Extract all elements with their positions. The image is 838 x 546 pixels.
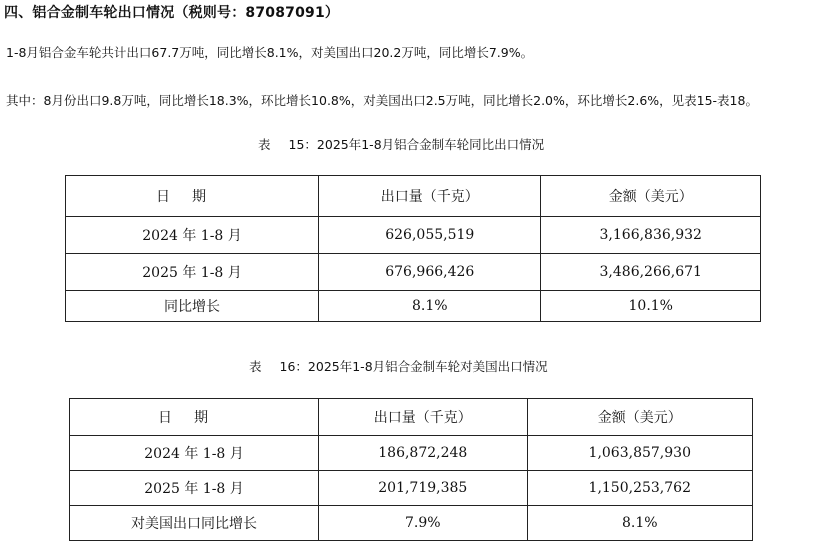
table-header-row bbox=[66, 176, 761, 217]
table-16 bbox=[69, 398, 753, 541]
amount-cell: 1,063,857,930 bbox=[527, 436, 752, 471]
row-label: 2024 年 1-8 月 bbox=[70, 436, 319, 471]
amount-cell: 8.1% bbox=[527, 506, 752, 541]
table-row bbox=[66, 217, 761, 254]
table-row bbox=[70, 436, 753, 471]
detail-paragraph: 其中：8月份出口9.8万吨，同比增长18.3%，环比增长10.8%，对美国出口2.5万吨，同比增长2.0%，环比增长2.6%，见表15-表18。 bbox=[6, 93, 758, 108]
table-15-caption bbox=[258, 135, 544, 153]
table-16-caption-label: 表 bbox=[249, 359, 262, 374]
amount-cell: 1,150,253,762 bbox=[527, 471, 752, 506]
volume-cell: 186,872,248 bbox=[319, 436, 527, 471]
amount-cell: 3,166,836,932 bbox=[541, 217, 761, 254]
header-volume: 出口量（千克） bbox=[319, 399, 527, 436]
table-row bbox=[70, 471, 753, 506]
summary-paragraph: 1-8月铝合金车轮共计出口67.7万吨，同比增长8.1%，对美国出口20.2万吨，同比增长7.9%。 bbox=[6, 45, 534, 60]
volume-cell: 201,719,385 bbox=[319, 471, 527, 506]
volume-cell: 7.9% bbox=[319, 506, 527, 541]
amount-cell: 3,486,266,671 bbox=[541, 254, 761, 291]
row-label: 2025 年 1-8 月 bbox=[70, 471, 319, 506]
table-row bbox=[66, 291, 761, 322]
volume-cell: 626,055,519 bbox=[319, 217, 541, 254]
table-row bbox=[66, 254, 761, 291]
table-header-row bbox=[70, 399, 753, 436]
section-heading: 四、铝合金制车轮出口情况（税则号：87087091） bbox=[4, 5, 340, 21]
amount-cell: 10.1% bbox=[541, 291, 761, 322]
table-row bbox=[70, 506, 753, 541]
row-label: 2025 年 1-8 月 bbox=[66, 254, 319, 291]
volume-cell: 8.1% bbox=[319, 291, 541, 322]
header-amount: 金额（美元） bbox=[527, 399, 752, 436]
table-15 bbox=[65, 175, 761, 322]
header-date: 日期 bbox=[70, 399, 319, 436]
header-amount: 金额（美元） bbox=[541, 176, 761, 217]
table-16-caption bbox=[249, 357, 548, 375]
volume-cell: 676,966,426 bbox=[319, 254, 541, 291]
table-15-caption-label: 表 bbox=[258, 137, 271, 152]
header-date: 日期 bbox=[66, 176, 319, 217]
table-16-caption-text: 16：2025年1-8月铝合金制车轮对美国出口情况 bbox=[279, 359, 548, 374]
row-label: 同比增长 bbox=[66, 291, 319, 322]
row-label: 2024 年 1-8 月 bbox=[66, 217, 319, 254]
row-label: 对美国出口同比增长 bbox=[70, 506, 319, 541]
header-volume: 出口量（千克） bbox=[319, 176, 541, 217]
table-15-caption-text: 15：2025年1-8月铝合金制车轮同比出口情况 bbox=[288, 137, 545, 152]
